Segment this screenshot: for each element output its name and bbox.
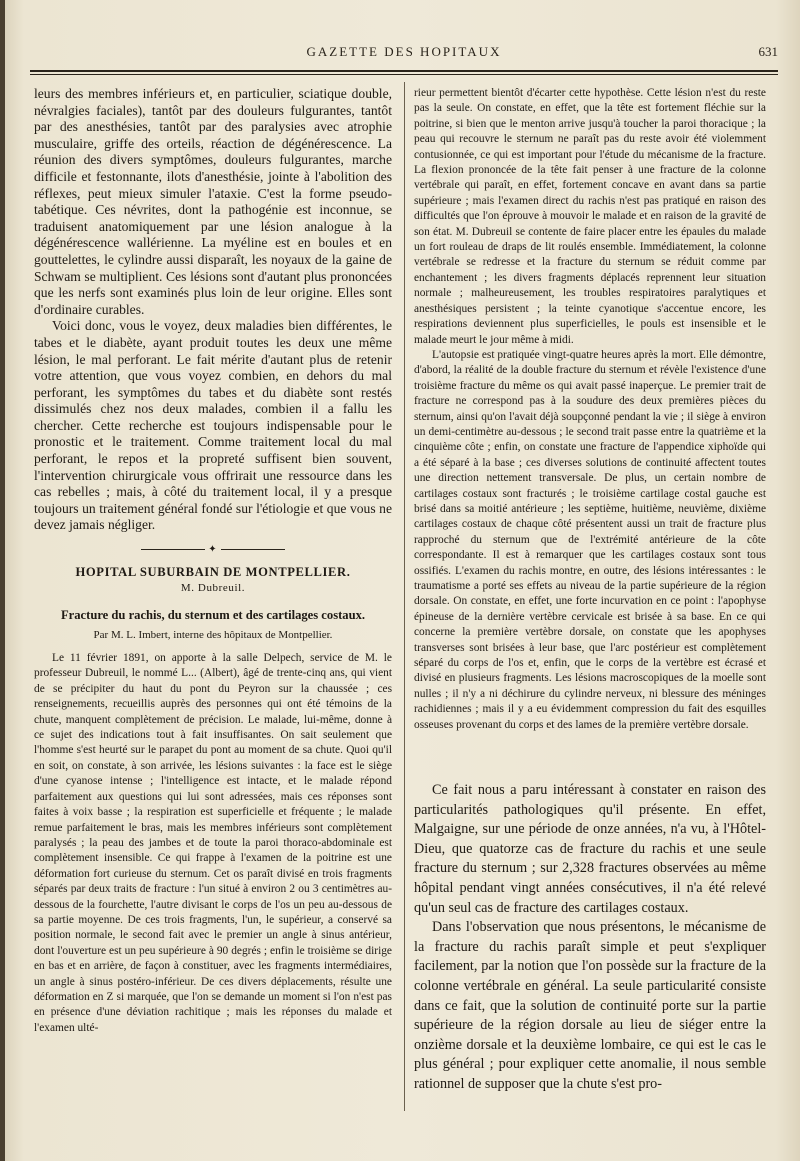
left-column [34, 86, 392, 1036]
section-title: HOPITAL SUBURBAIN DE MONTPELLIER. [75, 565, 351, 580]
header-rule-thin [30, 74, 778, 75]
page-header [30, 44, 778, 70]
paragraph-autopsy: L'autopsie est pratiquée vingt-quatre heures après la mort. Elle démontre, d'abord, la réalité de la double fracture du sternum et révèle l'existence d'une troisième fracture du même os qui avait passé inaperçue. Le premier trait de fracture ne correspond pas à la soudure des deux premières pièces du sternum, ainsi qu'on l'avait déjà soupçonné pendant la vie ; il siège à environ un demi-centimètre au-dessous ; le second trait passe entre la quatrième et la cinquième côte ; enfin, on constate une fracture de l'appendice xiphoïde qui a été séparé à la base ; ces diverses solutions de continuité affectent toutes une direction nettement transversale. De plus, un certain nombre de cartilages costaux sont fracturés ; le troisième cartilage costal gauche est brisé dans sa moitié antérieure ; les septième, huitième, neuvième, dixième cartilages costaux de chaque côté présentent aussi un trait de fracture plus rapproché du sternum que de l'extrémité antérieure de la côte correspondante. Il est à remarquer que les cartilages costaux sont tous ossifiés. L'examen du rachis montre, en outre, des lésions intéressantes : le traumatisme a porté ses effets au niveau de la partie supérieure de la région dorsale. On constate, en effet, une forte incurvation en ce point : l'apophyse épineuse de la dernière vertèbre cervicale est brisée à sa base. En ce qui concerne la première vertèbre dorsale, on constate que les apophyses transverses sont brisées à leur base, que l'arc postérieur est complètement séparé du corps de l'os et, enfin, que le corps de la vertèbre est écrasé et divisé en plusieurs fragments. Les lésions macroscopiques de la moelle sont nulles ; il n'y a ni déchirure du cylindre nerveux, ni blessure des méninges rachidiennes ; mais il y a eu évidemment compression du fait des esquilles osseuses provenant du corps et des lames de la première vertèbre dorsale. [414, 348, 766, 731]
paragraph-neuritis: leurs des membres inférieurs et, en particulier, sciatique double, névralgies faciales), tantôt par des douleurs fulgurantes, tantôt par des anesthésies, tantôt par des paralysies avec atrophie musculaire, griffe des orteils, réaction de dégénérescence. La réunion des divers symptômes, douleurs fulgurantes, marche difficile et festonnante, ilots d'anesthésie, jointe à l'abolition des réflexes, peut mieux simuler l'ataxie. C'est la forme pseudo-tabétique. Ces névrites, dont la pathogénie est inconnue, se traduisent anatomiquement par une lésion analogue à la dégénérescence wallérienne. La myéline est en boules et en gouttelettes, le cylindre aussi disparaît, les noyaux de la gaine de Schwam se multiplient. Ces lésions sont d'autant plus prononcées que les nerfs sont examinés plus loin de leur origine. Elles sont d'ordinaire curables. [34, 86, 392, 317]
paragraph-case-report: Le 11 février 1891, on apporte à la salle Delpech, service de M. le professeur Dubreuil, le nommé L... (Albert), âgé de trente-cinq ans, qui vient de se précipiter du haut du pont du Peyron sur la chaussée ; ces renseignements, recueillis auprès des personnes qui ont été témoins de la chute, manquent complètement de précision. Le malade, lui-même, donne à ce sujet des indications tout à fait insuffisantes. On sait seulement que l'homme s'est heurté sur le parapet du pont au moment de sa chute. Quoi qu'il en soit, on constate, à son arrivée, les lésions suivantes : la face est le siège d'une cyanose intense ; l'intelligence est intacte, et le malade répond parfaitement aux questions qui lui sont adressées, mais ces réponses sont faites à voix basse ; la respiration est superficielle et fréquente ; le malade remue parfaitement le bras, mais les membres inférieurs sont complètement paralysés ; la peau des jambes et de toute la paroi thoraco-abdominale est complètement insensible. Ce qui frappe à l'examen de la poitrine est une déformation fort curieuse du sternum. Cet os paraît divisé en trois fragments séparés par deux traits de fracture : l'un situé à environ 2 ou 3 centimètres au-dessous de la fourchette, l'autre divisant le corps de l'os un peu au-dessous de sa partie moyenne. De ces trois fragments, l'un, le supérieur, a conservé sa position normale, le second fait avec le premier un angle à sinus antérieur, dont l'ouverture est un peu supérieure à 90 degrés ; enfin le troisième se dirige en bas et en arrière, de façon à constituer, avec les fragments intermédiaires, un angle à sinus postéro-inférieur. De ces divers déplacements, résulte une déformation en Z si marquée, que l'on se demande un moment si l'on n'est pas en présence d'une déviation rachitique ; mais les réponses du malade et l'examen ulté- [34, 652, 392, 1034]
article-title: Fracture du rachis, du sternum et des cartilages costaux. [60, 608, 366, 623]
column-divider [404, 82, 405, 1111]
header-rule [30, 70, 778, 72]
paragraph-conclusion: Voici donc, vous le voyez, deux maladies bien différentes, le tabes et le diabète, ayant produit toutes les deux une même lésion, le mal perforant. Le fait mérite d'autant plus de retenir votre attention, que vous voyez combien, en dehors du mal perforant, les symptômes du tabes et du diabète sont restés dissimulés chez nos deux malades, combien il a fallu les chercher. Cette recherche est toujours indispensable pour le pronostic et le traitement. Comme traitement local du mal perforant, le repos et la propreté suffisent bien souvent, l'intervention chirurgicale vous offrirait une ressource dans les cas rebelles ; mais, à côté du traitement local, il y a presque toujours un traitement général fondé sur l'étiologie et que vous ne devez jamais négliger. [34, 318, 392, 533]
right-column [414, 86, 766, 1095]
binding-edge [0, 0, 5, 1161]
paragraph-case-continued: rieur permettent bientôt d'écarter cette hypothèse. Cette lésion n'est du reste pas la seule. On constate, en effet, que la tête est fortement fléchie sur la poitrine, si bien que le menton arrive jusqu'à toucher la paroi thoracique ; la peau qui recouvre le sternum ne paraît pas du reste avoir été violemment contusionnée, ce qui est important pour l'étude du mécanisme de la fracture. La flexion prononcée de la tête fait penser à une fracture de la colonne vertébrale qui paraît, en effet, fortement concave en avant dans sa partie supérieure ; mais l'examen direct du rachis n'est pas pratiqué en raison des difficultés que l'on éprouve à mouvoir le malade et en raison de la gravité de son état. M. Dubreuil se contente de faire placer entre les épaules du malade un fort rouleau de draps de lit roulés ensemble. Immédiatement, la colonne vertébrale se redresse et la fracture du sternum se réduit comme par enchantement ; les divers fragments déplacés reprennent leur situation normale ; malheureusement, les troubles respiratoires paralytiques et anesthésiques persistent ; la teinte cyanotique s'accentue encore, les respirations deviennent plus superficielles, le pouls est insensible et le malade meurt le jour même à midi. [414, 87, 766, 346]
paragraph-commentary: Ce fait nous a paru intéressant à constater en raison des particularités pathologiques qu'il présente. En effet, Malgaigne, sur une période de onze années, n'a vu, à l'Hôtel-Dieu, que quatorze cas de fracture du rachis et une seule fracture du sternum ; sur 2,328 fractures observées au même hôpital pendant vingt années consécutives, il n'a été relevé qu'un seul cas de fracture des cartilages costaux. [414, 782, 766, 916]
section-author: M. Dubreuil. [180, 582, 246, 595]
section-ornament: ✦ [34, 544, 392, 555]
running-title: GAZETTE DES HOPITAUX [306, 44, 502, 59]
page-number: 631 [758, 44, 778, 59]
article-byline: Par M. L. Imbert, interne des hôpitaux de Montpellier. [93, 629, 333, 642]
paragraph-mechanism: Dans l'observation que nous présentons, le mécanisme de la fracture du rachis paraît simple et peut s'expliquer facilement, par la notion que l'on possède sur la fracture de la colonne vertébrale en général. La seule particularité consiste dans ce fait, que la solution de continuité porte sur la partie supérieure de la région dorsale au lieu de siéger entre la onzième dorsale et la deuxième lombaire, ce qui est le cas le plus général ; pour expliquer cette anomalie, il nous semble rationnel de supposer que la chute s'est pro- [414, 919, 766, 1092]
